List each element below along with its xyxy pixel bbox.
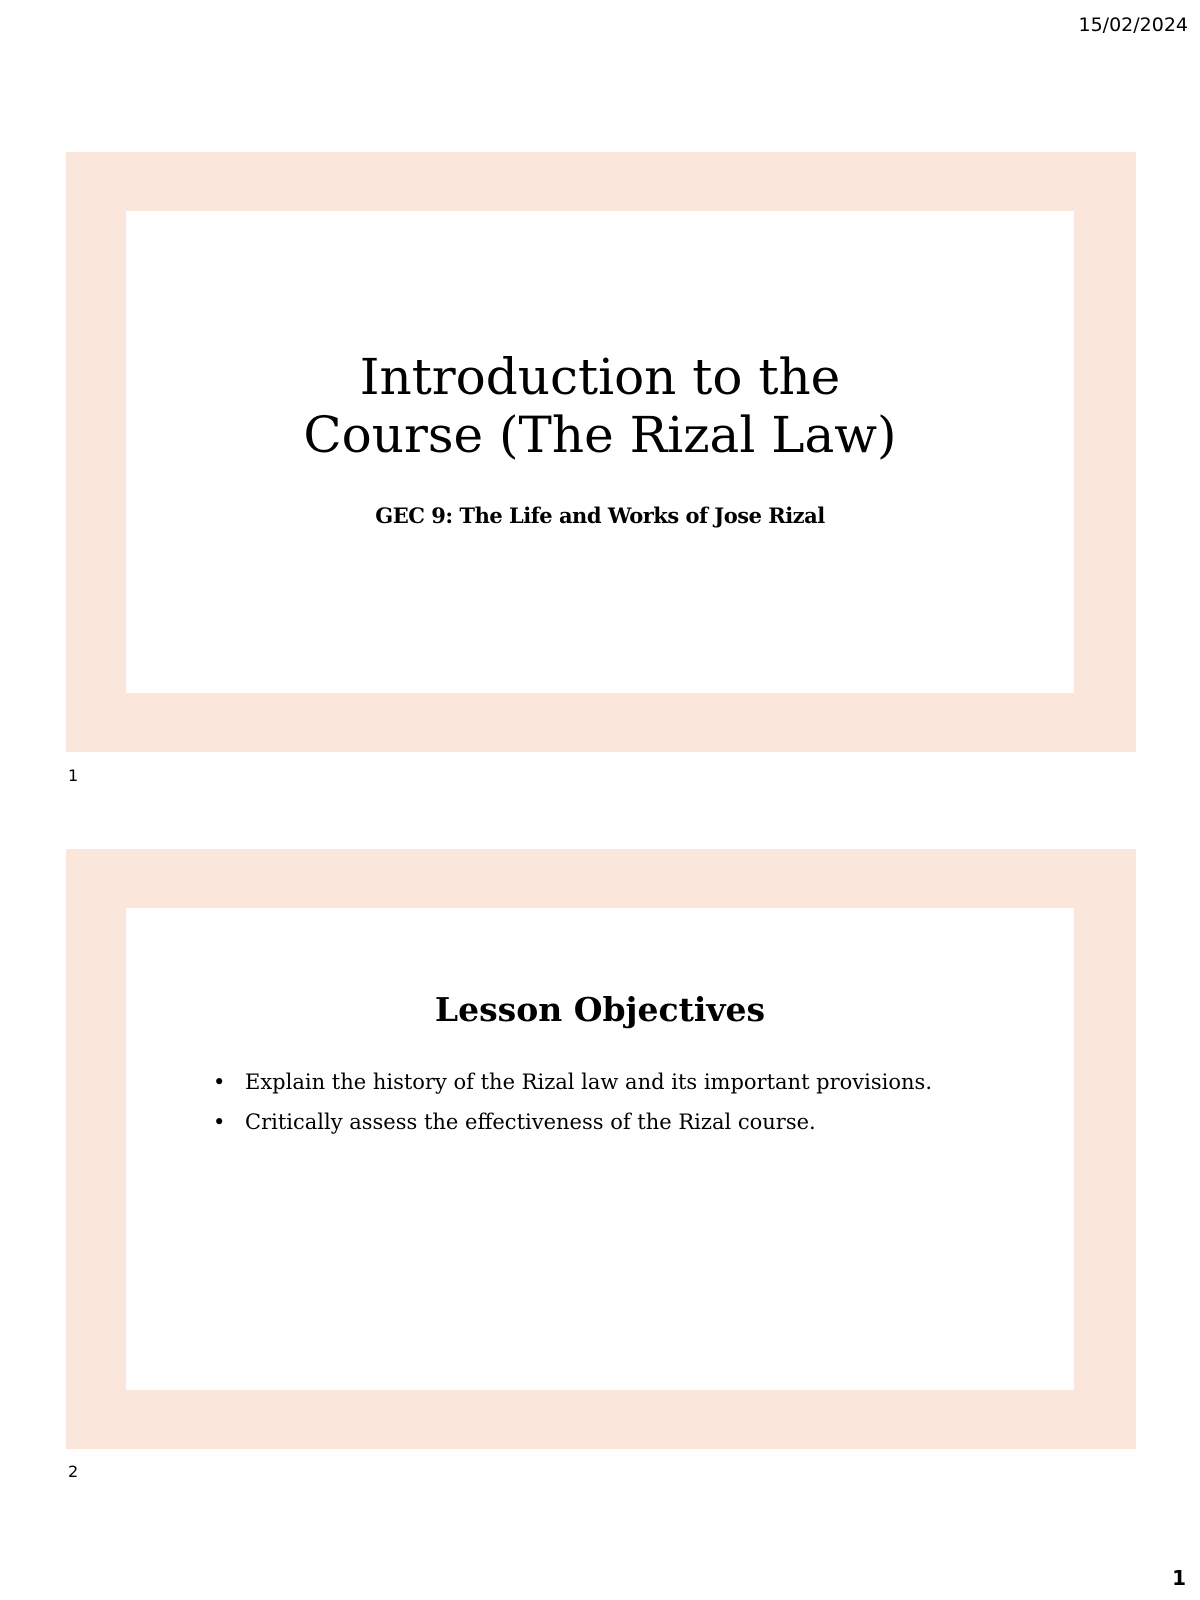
list-item (213, 1068, 933, 1097)
slide-1-title (126, 348, 1074, 464)
slide-1-content (126, 211, 1074, 693)
slide-1-label: 1 (68, 766, 79, 785)
list-item-text: Critically assess the effectiveness of the Rizal course. (245, 1110, 816, 1134)
slide-1-title-line: Course (The Rizal Law) (303, 406, 897, 464)
bullet-icon: • (213, 1070, 226, 1094)
page-number: 1 (1172, 1566, 1186, 1590)
slide-1-title-line: Introduction to the (359, 348, 841, 406)
slide-2-label: 2 (68, 1462, 79, 1481)
page-date: 15/02/2024 (1078, 14, 1188, 36)
bullet-icon: • (213, 1110, 226, 1134)
slide-2-frame (66, 849, 1136, 1449)
list-item (213, 1108, 933, 1137)
slide-2-title: Lesson Objectives (434, 990, 766, 1029)
slide-1-frame (66, 152, 1136, 752)
objectives-list (213, 1068, 933, 1148)
slide-2-content (126, 908, 1074, 1390)
slide-1-subtitle: GEC 9: The Life and Works of Jose Rizal (375, 503, 825, 528)
list-item-text: Explain the history of the Rizal law and its important provisions. (245, 1070, 933, 1094)
